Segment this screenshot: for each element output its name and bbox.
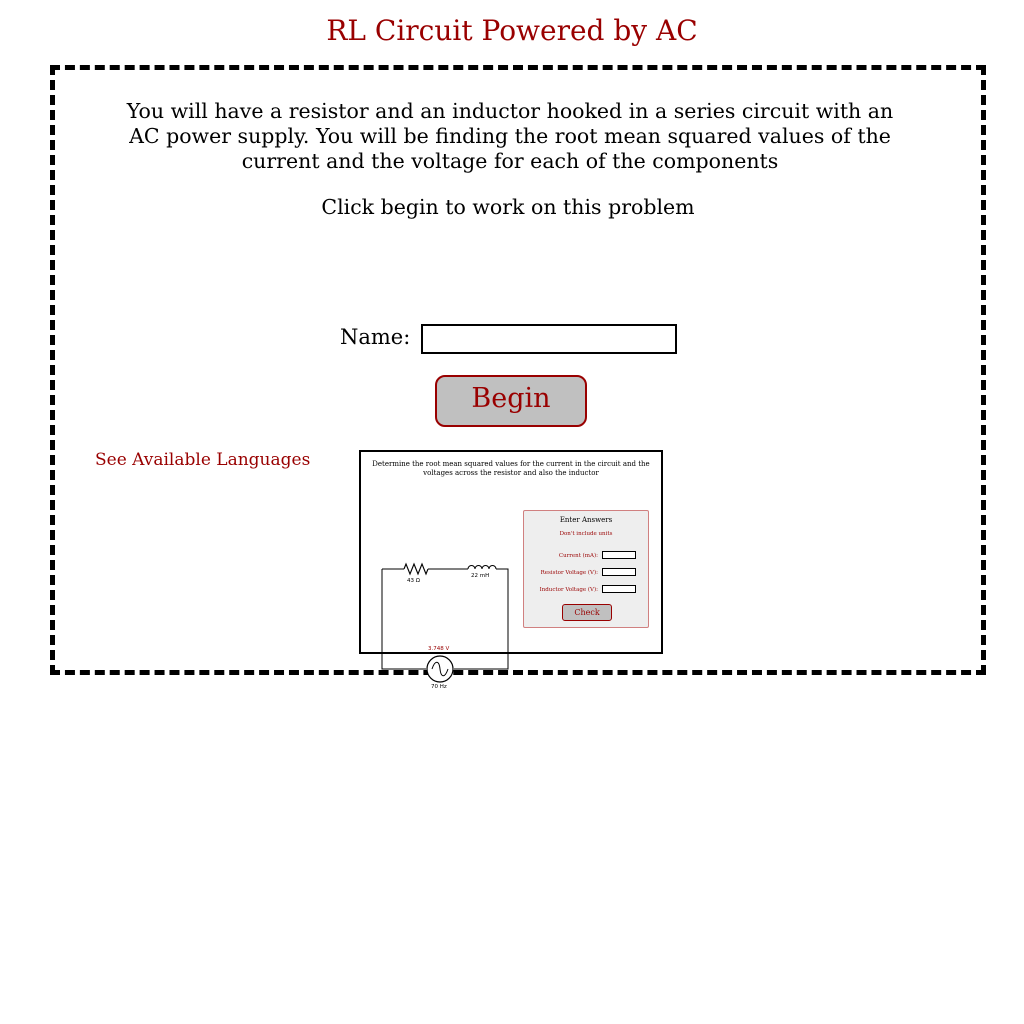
instruction-text: Click begin to work on this problem: [321, 195, 695, 219]
source-voltage-label: 3.748 V: [428, 646, 450, 652]
see-available-languages-link[interactable]: See Available Languages: [95, 450, 311, 470]
resistor-voltage-field: [602, 568, 636, 576]
current-field-label: Current (mA):: [558, 553, 598, 559]
intro-text: You will have a resistor and an inductor hooked in a series circuit with an AC power supply. You will be finding the root mean squared values of the current and the voltage for each of the components: [126, 99, 894, 173]
resistor-label: 43 Ω: [407, 578, 420, 584]
check-button: Check: [562, 604, 612, 621]
problem-container: [50, 65, 986, 690]
source-frequency-label: 70 Hz: [431, 684, 447, 690]
resistor-voltage-field-label: Resistor Voltage (V):: [540, 570, 598, 576]
inductor-voltage-field-label: Inductor Voltage (V):: [539, 587, 598, 593]
name-label: Name:: [340, 325, 411, 349]
inductor-voltage-field: [602, 585, 636, 593]
page-title: RL Circuit Powered by AC: [326, 14, 698, 47]
inductor-label: 22 mH: [471, 573, 490, 579]
name-input[interactable]: [421, 324, 677, 354]
answer-panel-title: Enter Answers: [559, 516, 613, 524]
preview-prompt: Determine the root mean squared values for the current in the circuit and the voltages across the resistor and also the inductor: [372, 460, 650, 477]
answer-panel: [523, 510, 649, 628]
answer-panel-note: Don't include units: [559, 531, 613, 537]
current-field: [602, 551, 636, 559]
problem-preview-image: [359, 450, 663, 690]
begin-button[interactable]: Begin: [435, 375, 587, 427]
circuit-diagram: [361, 502, 521, 652]
